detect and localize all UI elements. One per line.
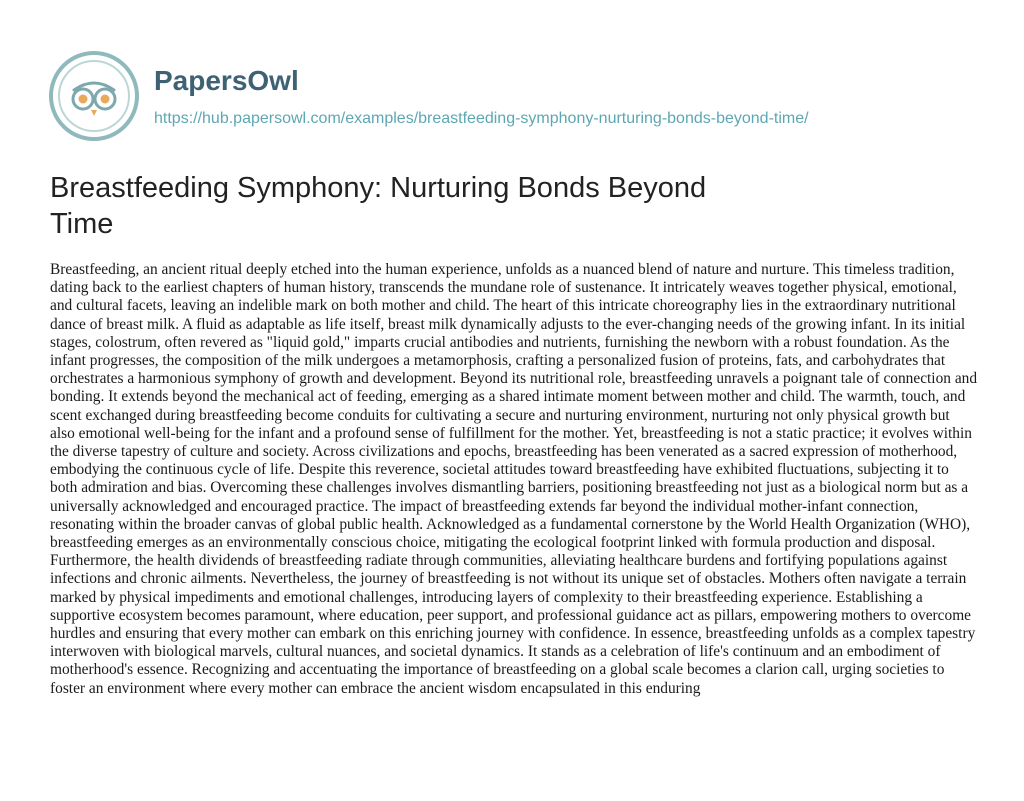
page-title: Breastfeeding Symphony: Nurturing Bonds Beyond Time — [50, 172, 707, 240]
article-body: Breastfeeding, an ancient ritual deeply etched into the human experience, unfolds as a nuanced blend of nature and nurture. This timeless tradition, dating back to the earliest chapters of human history, transcends the mundane role of sustenance. It intricately weaves together physical, emotional, and cultural facets, leaving an indelible mark on both mother and child. The heart of this intricate choreography lies in the extraordinary nutritional dance of breast milk. A fluid as adaptable as life itself, breast milk dynamically adjusts to the ever-changing needs of the growing infant. In its initial stages, colostrum, often revered as "liquid gold," imparts crucial antibodies and nutrients, furnishing the newborn with a robust foundation. As the infant progresses, the composition of the milk undergoes a metamorphosis, crafting a personalized fusion of proteins, fats, and carbohydrates that orchestrates a harmonious symphony of growth and development. Beyond its nutritional role, breastfeeding unravels a poignant tale of connection and bonding. It extends beyond the mechanical act of feeding, emerging as a shared intimate moment between mother and child. The warmth, touch, and scent exchanged during breastfeeding become conduits for cultivating a secure and nurturing environment, nurturing not only physical growth but also emotional well-being for the infant and a profound sense of fulfillment for the mother. Yet, breastfeeding is not a static practice; it evolves within the diverse tapestry of culture and society. Across civilizations and epochs, breastfeeding has been venerated as a sacred expression of motherhood, embodying the continuous cycle of life. Despite this reverence, societal attitudes toward breastfeeding have exhibited fluctuations, subjecting it to both admiration and bias. Overcoming these challenges involves dismantling barriers, positioning breastfeeding not just as a biological norm but as a universally acknowledged and encouraged practice. The impact of breastfeeding extends far beyond the individual mother-infant connection, resonating within the broader canvas of global public health. Acknowledged as a fundamental cornerstone by the World Health Organization (WHO), breastfeeding emerges as an environmentally conscious choice, mitigating the ecological footprint linked with formula production and disposal. Furthermore, the health dividends of breastfeeding radiate through communities, alleviating healthcare burdens and fortifying populations against infections and chronic ailments. Nevertheless, the journey of breastfeeding is not without its unique set of obstacles. Mothers often navigate a terrain marked by physical impediments and emotional challenges, introducing layers of complexity to their breastfeeding experience. Establishing a supportive ecosystem becomes paramount, where education, peer support, and professional guidance act as pillars, empowering mothers to overcome hurdles and ensuring that every mother can embark on this enriching journey with confidence. In essence, breastfeeding unfolds as a complex tapestry interwoven with biological marvels, cultural nuances, and societal dynamics. It stands as a celebration of life's continuum and an embodiment of motherhood's essence. Recognizing and accentuating the importance of breastfeeding on a global scale becomes a clarion call, urging societies to foster an environment where every mother can embrace the ancient wisdom encapsulated in this enduring — [50, 261, 978, 697]
source-url-link[interactable]: https://hub.papersowl.com/examples/breastfeeding-symphony-nurturing-bonds-beyond-time/ — [154, 110, 809, 127]
owl-logo-graphic — [48, 50, 140, 142]
brand-name[interactable]: PapersOwl — [154, 65, 299, 96]
site-header — [48, 50, 809, 142]
brand-block — [154, 64, 809, 128]
owl-logo-icon[interactable] — [48, 50, 140, 142]
